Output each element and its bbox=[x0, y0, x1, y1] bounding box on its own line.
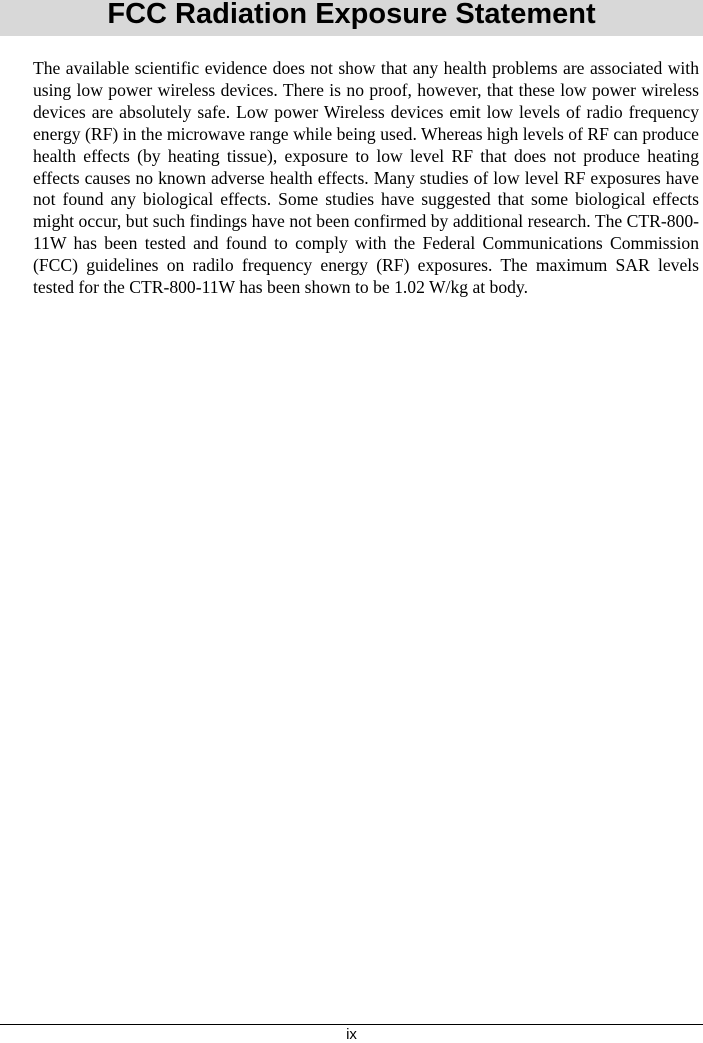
footer-divider bbox=[0, 1024, 703, 1025]
body-paragraph: The available scientific evidence does not show that any health problems are associated with using low power wireless devices. There is no proof, however, that these low power wireless devices are absolutely safe. Low power Wireless devices emit low levels of radio frequency energy (RF) in the microwave range while being used. Whereas high levels of RF can produce health effects (by heating tissue), exposure to low level RF that does not produce heating effects causes no known adverse health effects. Many studies of low level RF exposures have not found any biological effects. Some studies have suggested that some biological effects might occur, but such findings have not been confirmed by additional research. The CTR-800-11W has been tested and found to comply with the Federal Communications Commission (FCC) guidelines on radilo frequency energy (RF) exposures. The maximum SAR levels tested for the CTR-800-11W has been shown to be 1.02 W/kg at body. bbox=[33, 58, 699, 298]
page-number: ix bbox=[346, 1026, 357, 1043]
title-banner bbox=[0, 0, 703, 36]
page-title: FCC Radiation Exposure Statement bbox=[107, 0, 596, 30]
